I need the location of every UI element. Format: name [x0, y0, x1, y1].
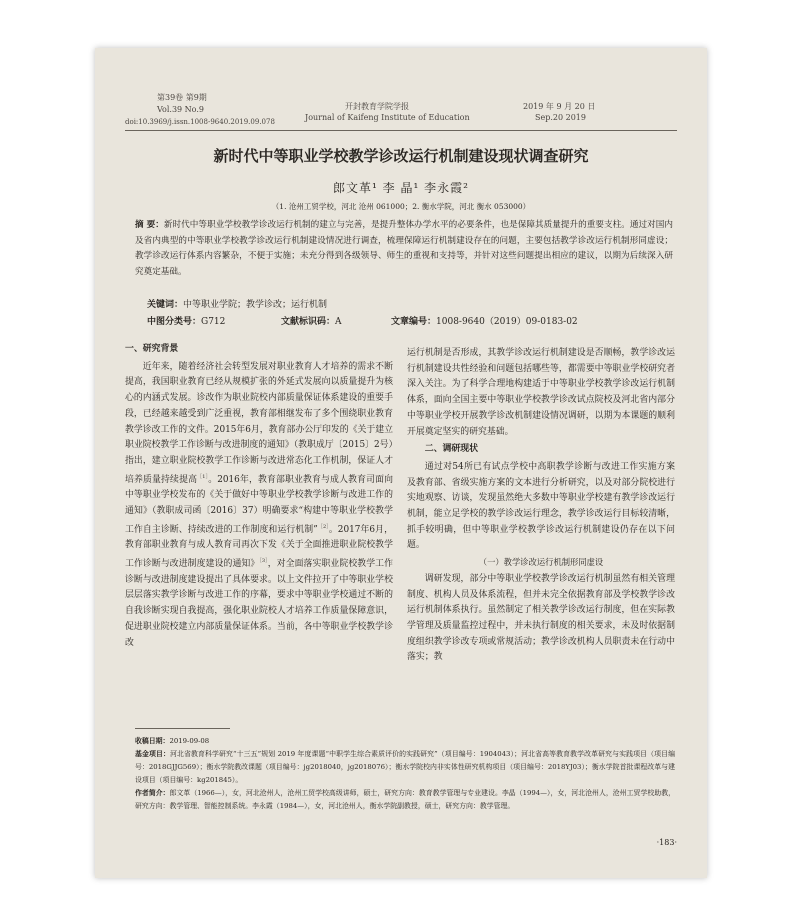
header-rule [125, 130, 677, 131]
footnote-rule [135, 728, 230, 729]
fund-projects: 基金项目：河北省教育科学研究“十三五”规划 2019 年度课题“中职学生综合素质评价的实践研究”（项目编号：1904043）；河北省高等教育教学改革研究与实践项目（项目编号：2018GJJG569）；衡水学院教改课题（项目编号：jg2018040，jg2018076）；衡水学院校内非实体性研究机构项目（项目编号：2018YJ03）；衡水学院首批课程改革与建设项目（项目编号：kg201845）。 [135, 750, 675, 784]
journal-name-cn: 开封教育学院学报 [345, 102, 409, 111]
abstract [135, 218, 673, 280]
body-paragraph-4: 调研发现，部分中等职业学校教学诊改运行机制虽然有相关管理制度、机构人员及体系流程，但并未完全依据教育部及学校教学诊改运行机制体系执行。虽然制定了相关教学诊改运行制度，但在实际教学管理及质量监控过程中，并未执行制度的相关要求，未及时依据制度组织教学诊改专项或常规活动；教学诊改机构人员职责未在行动中落实；教 [407, 573, 675, 663]
affiliation: （1. 沧州工贸学校，河北 沧州 061000；2. 衡水学院，河北 衡水 053000） [271, 202, 531, 211]
article-number-value: 1008-9640（2019）09-0183-02 [436, 317, 578, 327]
volume-issue-en: Vol.39 No.9 [157, 105, 204, 114]
abstract-text: 新时代中等职业学校教学诊改运行机制的建立与完善，是提升整体办学水平的必要条件，也是保障其质量提升的重要支柱。通过对国内及省内典型的中等职业学校教学诊改运行机制建设情况进行调查，梳理保障运行机制建设存在的问题，主要包括教学诊改运行机制形同虚设；教学诊改运行体系内容繁杂，不便于实施；未充分得到各级领导、师生的重视和支持等，并针对这些问题提出相应的建议，以期为后续深入研究奠定基础。 [135, 220, 673, 277]
author-bio: 作者简介：郎文革（1966—），女，河北沧州人，沧州工贸学校高级讲师，硕士，研究方向：教育教学管理与专业建设。李晶（1994—），女，河北沧州人，沧州工贸学校助教，研究方向：教学管理、智能控制系统。李永霞（1984—），女，河北沧州人，衡水学院副教授，硕士，研究方向：教学管理。 [135, 789, 676, 810]
authors: 郎文革¹ 李 晶¹ 李永霞² [333, 181, 469, 195]
issue-date-en: Sep.20 2019 [535, 113, 586, 122]
section-heading-2: 二、调研现状 [424, 444, 479, 455]
doi: doi:10.3969/j.issn.1008-9640.2019.09.078 [125, 118, 275, 126]
document-code-value: A [335, 317, 342, 327]
document-code [281, 314, 342, 327]
clc-number [147, 314, 225, 327]
article-number [391, 314, 578, 327]
issue-date-cn: 2019 年 9 月 20 日 [523, 102, 596, 111]
document-code-label: 文献标识码： [281, 317, 336, 327]
keywords-text: 中等职业学院；教学诊改；运行机制 [183, 300, 328, 310]
body-paragraph-2: 运行机制是否形成，其教学诊改运行机制建设是否顺畅，教学诊改运行机制建设共性经验和问题包括哪些等，都需要中等职业学校研究者深入关注。为了科学合理地构建适于中等职业学校教学诊改运行机制体系，面向全国主要中等职业学校教学诊改试点院校及河北省内部分中等职业学校开展教学诊改机制建设情况调研，以期为本课题的顺利开展奠定坚实的研究基础。 [407, 348, 675, 437]
article-number-label: 文章编号： [391, 317, 437, 327]
right-column [407, 346, 675, 666]
keywords [147, 297, 327, 310]
article-title: 新时代中等职业学校教学诊改运行机制建设现状调查研究 [213, 147, 589, 165]
section-heading-1: 一、研究背景 [125, 344, 179, 354]
subsection-heading-1: （一）教学诊改运行机制形同虚设 [478, 557, 604, 568]
clc-label: 中图分类号： [147, 317, 202, 327]
journal-page [95, 48, 707, 878]
abstract-label: 摘 要： [135, 220, 164, 230]
body-paragraph-1: 近年来，随着经济社会转型发展对职业教育人才培养的需求不断提高，我国职业教育已经从规模扩张的外延式发展向以质量提升为核心的内涵式发展。诊改作为职业院校内部质量保证体系建设的重要手段，已经越来越受到广泛重视，教育部相继发布了多个围绕职业教育教学诊改工作的文件。2015年6月，教育部办公厅印发的《关于建立职业院校教学工作诊断与改进制度的通知》（教职成厅〔2015〕2号）指出，建立职业院校教学工作诊断与改进常态化工作机制，保证人才培养质量持续提高$^{[1]}$。2016年，教育部职业教育与成人教育司面向中等职业学校发布的《关于做好中等职业学校教学诊断与改进工作的通知》（教职成司函〔2016〕37）明确要求“构建中等职业学校教学工作自主诊断、持续改进的工作制度和运行机制”$^{[2]}$。2017年6月，教育部职业教育与成人教育司再次下发《关于全面推进职业院校教学工作诊断与改进制度建设的通知》$^{[3]}$，对全面落实职业院校教学工作诊断与改进制度建设提出了具体要求。以上文件拉开了中等职业学校层层落实教学诊断与改进工作的序幕，要求中等职业学校通过不断的自我诊断实现自我提高，强化职业院校人才培养工作质量保障意识，促进职业院校建立内部质量保证体系。当前，各中等职业学校教学诊改 [125, 361, 394, 648]
body-paragraph-3: 通过对54所已有试点学校中高职教学诊断与改进工作实施方案及教育部、省级实施方案的文本进行分析研究，以及对部分院校进行实地观察、访谈，发现虽然绝大多数中等职业学校建有教学诊改运行机制，能立足学校的教学诊改运行理念，教学诊改运行目标较清晰，抓手较明确，但中等职业学校教学诊改运行机制建设仍存在以下问题。 [407, 461, 675, 551]
page-number: ·183· [656, 838, 677, 847]
journal-name-en: Journal of Kaifeng Institute of Education [305, 113, 470, 122]
received-date: 收稿日期：2019-09-08 [135, 737, 210, 745]
left-column [125, 340, 393, 651]
volume-issue-cn: 第39卷 第9期 [157, 93, 207, 102]
clc-value: G712 [201, 317, 226, 327]
keywords-label: 关键词： [147, 300, 184, 310]
footnotes [135, 735, 675, 813]
